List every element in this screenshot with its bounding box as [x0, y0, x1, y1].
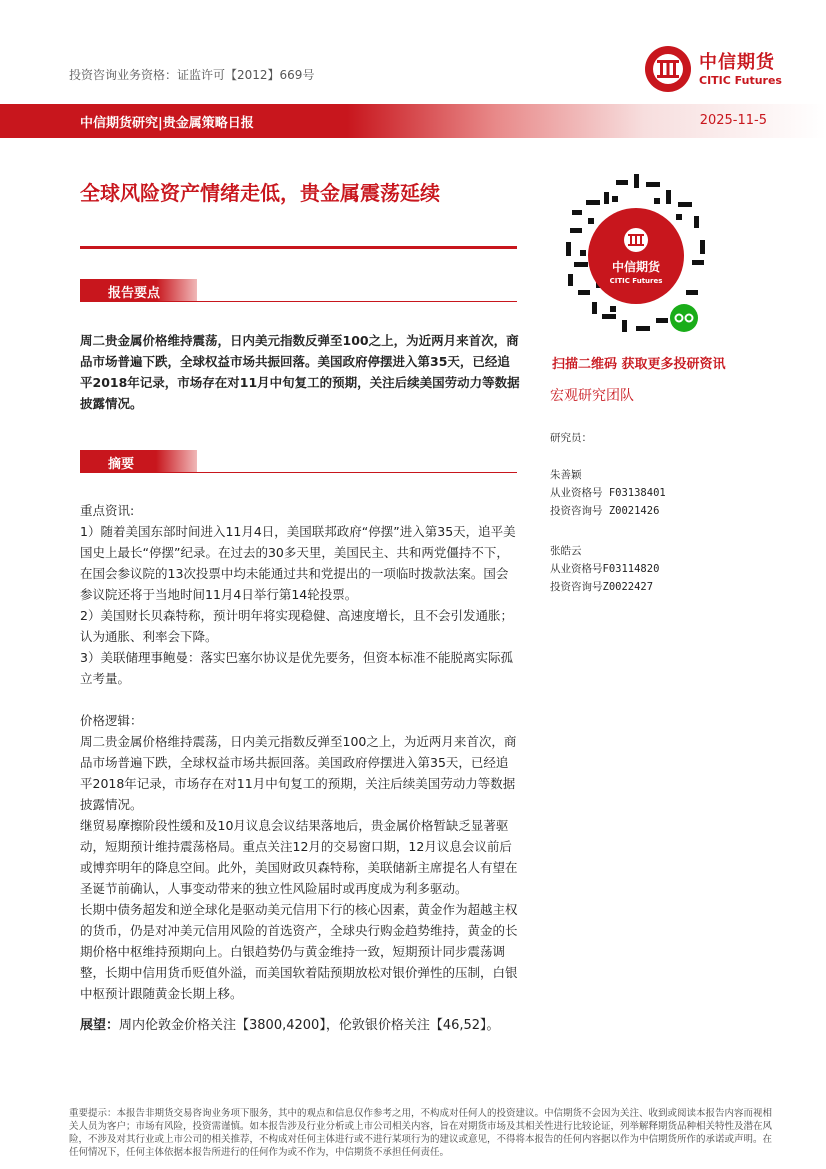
key-points-tag	[80, 279, 197, 301]
qr-caption: 扫描二维码 获取更多投研资讯	[552, 357, 726, 372]
citic-logo-icon	[643, 44, 693, 94]
report-title: 全球风险资产情绪走低，贵金属震荡延续	[80, 181, 440, 205]
research-team: 宏观研究团队	[550, 388, 634, 404]
researcher-cert: 从业资格号F03114820	[550, 563, 660, 575]
news-heading: 重点资讯:	[80, 503, 135, 518]
logo-text-en: CITIC Futures	[699, 74, 782, 87]
citic-logo	[643, 44, 803, 94]
researcher-name: 朱善颖	[550, 469, 582, 481]
news-item: 1）随着美国东部时间进入11月4日，美国联邦政府“停摆”进入第35天，追平美国史上最长“停摆”纪录。在过去的30多天里，美国民主、共和两党僵持不下，在国会参议院的13次投票中均未能通过共和党提出的一项临时拨款法案。国会参议院还将于当地时间11月4日举行第14轮投票。	[80, 524, 516, 602]
qr-code-icon	[566, 170, 706, 342]
researcher-advisor-id: 投资咨询号 Z0021426	[550, 505, 660, 517]
qr-code	[566, 170, 706, 342]
outlook-label: 展望：	[80, 1018, 120, 1033]
summary-body	[80, 500, 520, 1037]
outlook-text: 周内伦敦金价格关注【3800,4200】，伦敦银价格关注【46,52】。	[119, 1018, 500, 1033]
researcher-card	[550, 542, 659, 596]
researcher-advisor-id: 投资咨询号Z0022427	[550, 581, 654, 593]
qr-logo-cn: 中信期货	[611, 260, 661, 274]
researchers-label: 研究员：	[550, 432, 592, 444]
researcher-cert: 从业资格号 F03138401	[550, 487, 666, 499]
title-divider	[80, 246, 517, 249]
key-points-label: 报告要点	[108, 286, 161, 301]
logic-paragraph: 继贸易摩擦阶段性缓和及10月议息会议结果落地后，贵金属价格暂缺乏显著驱动，短期预计维持震荡格局。重点关注12月的交易窗口期，12月议息会议前后或博弈明年的降息空间。此外，美国财政贝森特称，美联储新主席提名人有望在圣诞节前确认，人事变动带来的独立性风险届时或再度成为利多驱动。	[80, 818, 518, 896]
license-text: 投资咨询业务资格：证监许可【2012】669号	[69, 68, 315, 82]
news-item: 2）美国财长贝森特称，预计明年将实现稳健、高速度增长，且不会引发通胀；认为通胀、利率会下降。	[80, 608, 513, 644]
logo-text-cn: 中信期货	[699, 52, 775, 73]
qr-logo-en: CITIC Futures	[609, 277, 663, 285]
outlook	[80, 1015, 520, 1037]
logic-paragraph: 周二贵金属价格维持震荡，日内美元指数反弹至100之上，为近两月来首次，商品市场普遍下跌，全球权益市场共振回落。美国政府停摆进入第35天，已经追平2018年记录，市场存在对11月中旬复工的预期，关注后续美国劳动力等数据披露情况。	[80, 734, 517, 812]
logic-heading: 价格逻辑：	[80, 713, 143, 728]
summary-label: 摘要	[108, 457, 135, 472]
report-date: 2025-11-5	[699, 113, 767, 128]
researcher-card	[550, 466, 666, 520]
summary-tag	[80, 450, 197, 472]
banner-title: 中信期货研究|贵金属策略日报	[80, 116, 254, 131]
key-points-divider	[80, 301, 517, 302]
news-item: 3）美联储理事鲍曼：落实巴塞尔协议是优先要务，但资本标准不能脱离实际孤立考量。	[80, 650, 513, 686]
logic-paragraph: 长期中债务超发和逆全球化是驱动美元信用下行的核心因素，黄金作为超越主权的货币，仍是对冲美元信用风险的首选资产，全球央行购金趋势维持，黄金的长期价格中枢维持预期向上。白银趋势仍与黄金维持一致，短期预计同步震荡调整，长期中信用货币贬值外溢，而美国软着陆预期放松对银价弹性的压制，白银中枢预计跟随黄金长期上移。	[80, 902, 518, 1001]
key-points-text: 周二贵金属价格维持震荡，日内美元指数反弹至100之上，为近两月来首次，商品市场普遍下跌，全球权益市场共振回落。美国政府停摆进入第35天，已经追平2018年记录，市场存在对11月中旬复工的预期，关注后续美国劳动力等数据披露情况。	[80, 333, 520, 411]
summary-divider	[80, 472, 517, 473]
disclaimer: 重要提示：本报告非期货交易咨询业务项下服务，其中的观点和信息仅作参考之用，不构成对任何人的投资建议。中信期货不会因为关注、收到或阅读本报告内容而视相关人员为客户；市场有风险，投资需谨慎。如本报告涉及行业分析或上市公司相关内容，旨在对期货市场及其相关性进行比较论证，列举解释期货品种相关特性及潜在风险，不涉及对其行业或上市公司的相关推荐，不构成对任何主体进行或不进行某项行为的建议或意见，不得将本报告的任何内容据以作为中信期货所作的承诺或声明。在任何情况下，任何主体依据本报告所进行的任何作为或不作为，中信期货不承担任何责任。	[69, 1108, 773, 1158]
researcher-name: 张皓云	[550, 545, 582, 557]
wechat-mini-program-icon	[670, 304, 698, 332]
